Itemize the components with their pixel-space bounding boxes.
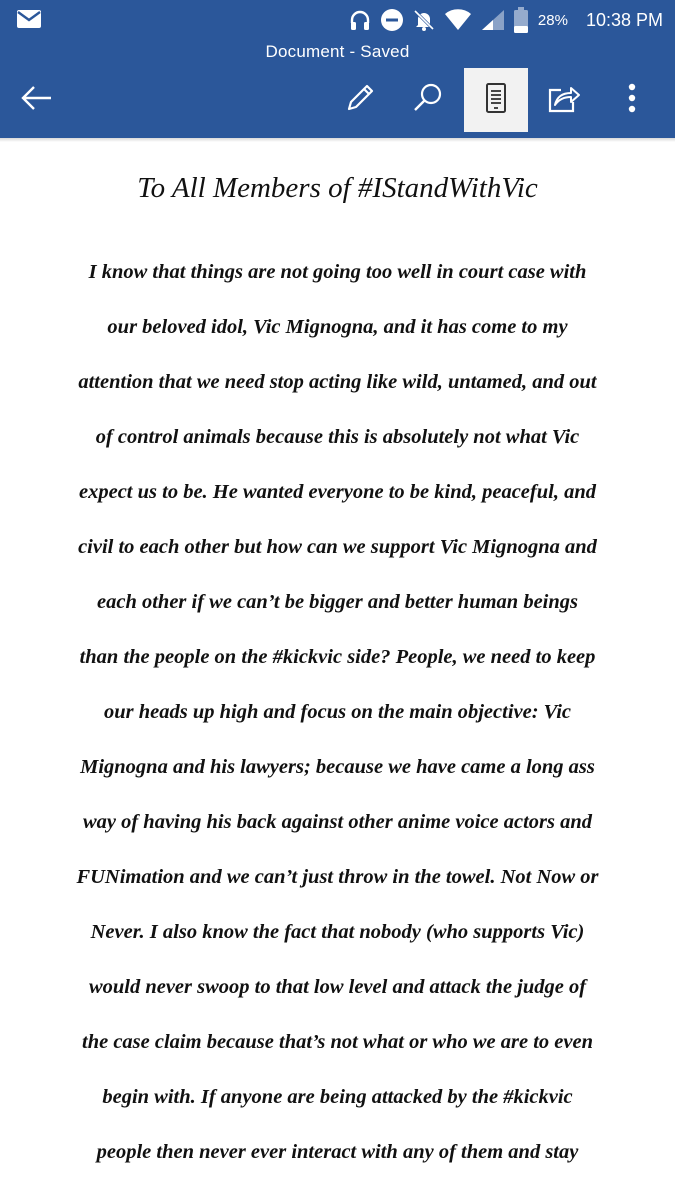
share-button[interactable] <box>532 68 596 132</box>
share-icon <box>547 82 581 119</box>
text-line: of control animals because this is absolutely not what Vic <box>95 426 580 448</box>
mobile-view-button[interactable] <box>464 68 528 132</box>
text-line: begin with. If anyone are being attacked by the #kickvic <box>102 1086 573 1108</box>
text-line: expect us to be. He wanted everyone to be kind, peaceful, and <box>79 481 596 503</box>
text-line: civil to each other but how can we support Vic Mignogna and <box>78 536 597 558</box>
text-line: would never swoop to that low level and attack the judge of <box>88 976 587 998</box>
text-line: each other if we can’t be bigger and better human beings <box>97 591 578 613</box>
text-line: FUNimation and we can’t just throw in the towel. Not Now or <box>76 866 599 888</box>
edit-pencil-icon <box>344 82 376 119</box>
mail-icon <box>16 8 42 35</box>
do-not-disturb-icon <box>380 8 404 32</box>
more-options-icon <box>628 83 636 118</box>
text-line: Mignogna and his lawyers; because we have came a long ass <box>80 756 595 778</box>
toolbar-shadow <box>0 138 675 142</box>
signal-icon <box>480 9 506 31</box>
app-bar <box>0 0 675 138</box>
text-line: attention that we need stop acting like wild, untamed, and out <box>78 371 597 393</box>
headphones-icon <box>348 8 372 32</box>
document-paragraph <box>0 252 675 1187</box>
text-line: I know that things are not going too well in court case with <box>88 261 587 283</box>
text-line: way of having his back against other anime voice actors and <box>82 811 593 833</box>
text-line: than the people on the #kickvic side? People, we need to keep <box>79 646 596 668</box>
document-title: Document - Saved <box>265 42 410 61</box>
back-icon <box>21 85 53 116</box>
edit-button[interactable] <box>328 68 392 132</box>
search-button[interactable] <box>396 68 460 132</box>
more-options-button[interactable] <box>600 68 664 132</box>
battery-icon <box>514 7 528 33</box>
text-line: the case claim because that’s not what or who we are to even <box>82 1031 593 1053</box>
document-heading: To All Members of #IStandWithVic <box>137 172 538 204</box>
wifi-icon <box>444 9 472 31</box>
search-icon <box>412 82 444 119</box>
battery-percent: 28% <box>537 11 568 29</box>
text-line: Never. I also know the fact that nobody (who supports Vic) <box>90 921 585 943</box>
back-button[interactable] <box>5 68 69 132</box>
text-line: our heads up high and focus on the main objective: Vic <box>104 701 571 723</box>
text-line: our beloved idol, Vic Mignogna, and it has come to my <box>107 316 568 338</box>
mobile-view-icon <box>484 82 508 119</box>
clock: 10:38 PM <box>585 9 663 30</box>
status-bar <box>0 0 675 40</box>
notifications-off-icon <box>412 8 436 32</box>
text-line: people then never ever interact with any of them and stay <box>96 1141 579 1163</box>
